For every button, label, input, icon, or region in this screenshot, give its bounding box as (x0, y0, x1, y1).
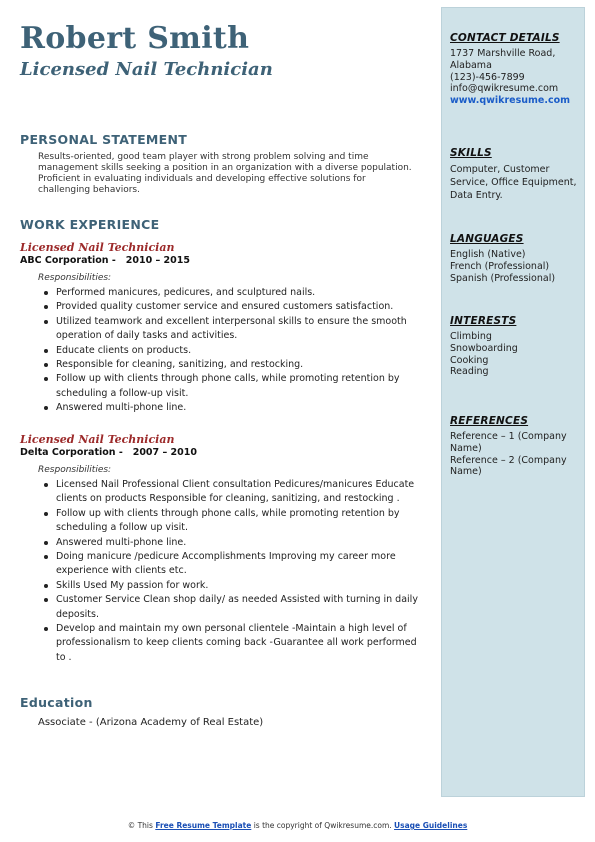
list-item: Reference – 1 (Company Name) (450, 431, 567, 454)
candidate-title: Licensed Nail Technician (20, 59, 273, 80)
list-item: Doing manicure /pedicure Accomplishments Improving my career more experience with clients etc. (56, 550, 420, 579)
list-item: English (Native) (450, 249, 526, 260)
footer-middle: is the copyright of Qwikresume.com. (251, 821, 395, 830)
job-entry (20, 433, 420, 665)
job-title: Licensed Nail Technician (20, 241, 175, 254)
footer-prefix: © This (127, 821, 156, 830)
list-item: Snowboarding (450, 342, 518, 354)
resume-header (20, 20, 420, 82)
list-item: Spanish (Professional) (450, 272, 556, 284)
contact-address: 1737 Marshville Road, Alabama (450, 48, 556, 71)
list-item: Performed manicures, pedicures, and sculptured nails. (56, 286, 420, 300)
references-section (450, 415, 582, 478)
free-resume-template-link[interactable]: Free Resume Template (155, 821, 252, 830)
skills-section (450, 147, 582, 202)
list-item: Skills Used My passion for work. (56, 579, 420, 593)
list-item: Responsible for cleaning, sanitizing, and restocking. (56, 358, 420, 372)
list-item: Develop and maintain my own personal clientele -Maintain a high level of professionalism to keep clients coming back -Guarantee all work performed to . (56, 622, 420, 665)
list-item: Provided quality customer service and ensured customers satisfaction. (56, 300, 420, 314)
contact-phone: (123)-456-7899 (450, 71, 525, 83)
work-experience-heading: WORK EXPERIENCE (20, 217, 160, 232)
skills-text: Computer, Customer Service, Office Equipment, Data Entry. (450, 164, 577, 201)
education-heading: Education (20, 695, 93, 710)
candidate-name: Robert Smith (20, 21, 250, 56)
list-item: Educate clients on products. (56, 344, 420, 358)
list-item: Follow up with clients through phone calls, while promoting retention by scheduling a follow up visit. (56, 507, 420, 536)
list-item: Utilized teamwork and excellent interpersonal skills to ensure the smooth operation of daily tasks and activities. (56, 315, 420, 344)
interests-section (450, 315, 582, 378)
languages-section (450, 233, 582, 284)
job-entry (20, 241, 420, 416)
list-item: Customer Service Clean shop daily/ as needed Assisted with turning in daily deposits. (56, 593, 420, 622)
references-heading: REFERENCES (450, 415, 529, 427)
responsibilities-list (20, 286, 420, 416)
job-company-dates: ABC Corporation - 2010 – 2015 (20, 255, 190, 266)
list-item: French (Professional) (450, 260, 550, 272)
job-title: Licensed Nail Technician (20, 433, 175, 446)
contact-heading: CONTACT DETAILS (450, 32, 560, 44)
responsibilities-list (20, 478, 420, 665)
list-item: Answered multi-phone line. (56, 536, 420, 550)
responsibilities-label: Responsibilities: (38, 273, 112, 283)
footer-copyright (0, 821, 595, 830)
list-item: Answered multi-phone line. (56, 401, 420, 415)
job-company-dates: Delta Corporation - 2007 – 2010 (20, 447, 197, 458)
list-item: Follow up with clients through phone calls, while promoting retention by scheduling a follow-up visit. (56, 372, 420, 401)
contact-section (450, 32, 582, 107)
personal-statement-heading: PERSONAL STATEMENT (20, 132, 188, 147)
usage-guidelines-link[interactable]: Usage Guidelines (394, 821, 468, 830)
list-item: Climbing (450, 331, 492, 342)
responsibilities-label: Responsibilities: (38, 465, 112, 475)
contact-website-link[interactable]: www.qwikresume.com (450, 95, 571, 107)
languages-heading: LANGUAGES (450, 233, 524, 245)
list-item: Cooking (450, 354, 489, 366)
contact-email: info@qwikresume.com (450, 83, 559, 95)
personal-statement-text: Results-oriented, good team player with strong problem solving and time management skills seeking a position in an organization with a diverse population. Proficient in evaluating individuals and developing effective solutions for challenging behaviors. (38, 152, 412, 195)
list-item: Reading (450, 366, 489, 378)
education-entry: Associate - (Arizona Academy of Real Estate) (38, 717, 264, 728)
skills-heading: SKILLS (450, 147, 492, 159)
sidebar (441, 7, 585, 797)
list-item: Licensed Nail Professional Client consultation Pedicures/manicures Educate clients on products Responsible for cleaning, sanitizing, and restocking . (56, 478, 420, 507)
list-item: Reference – 2 (Company Name) (450, 454, 567, 478)
interests-heading: INTERESTS (450, 315, 517, 327)
